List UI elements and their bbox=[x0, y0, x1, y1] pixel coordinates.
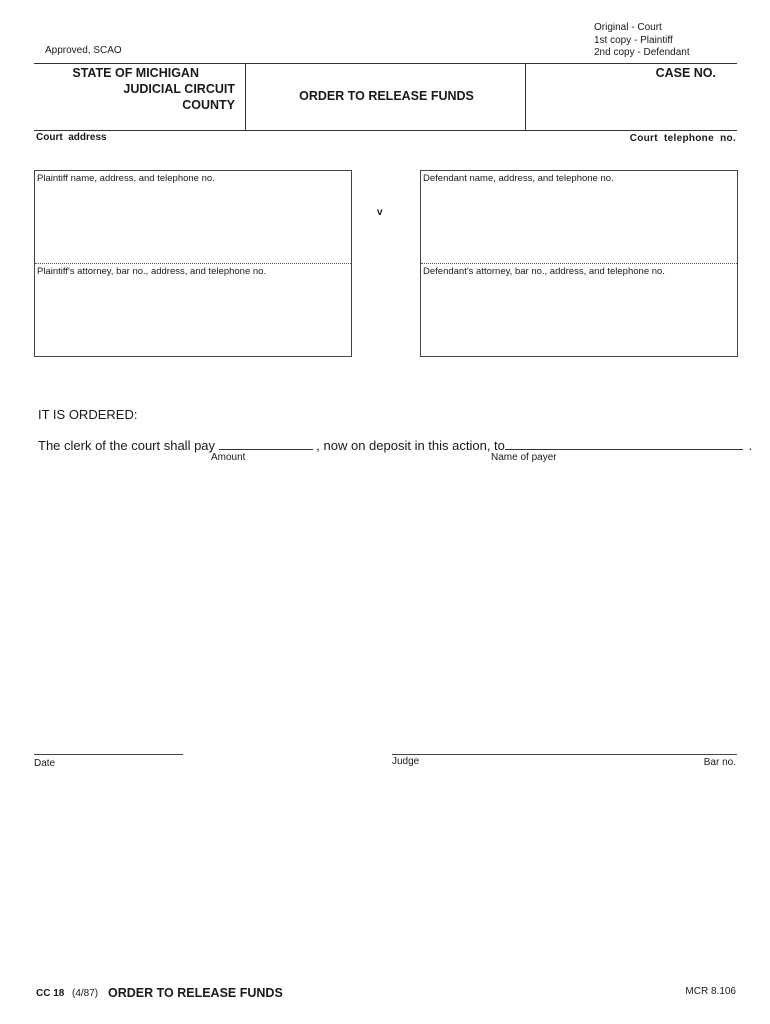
order-heading: IT IS ORDERED: bbox=[38, 407, 138, 422]
judge-signature-field[interactable] bbox=[392, 754, 737, 755]
amount-label: Amount bbox=[211, 452, 246, 463]
copies-distribution bbox=[594, 22, 690, 60]
judicial-circuit-label: JUDICIAL CIRCUIT bbox=[123, 82, 235, 96]
payer-label: Name of payer bbox=[491, 452, 557, 463]
order-text-end: . bbox=[748, 438, 753, 453]
amount-field[interactable] bbox=[219, 438, 313, 450]
plaintiff-divider bbox=[35, 263, 351, 264]
defendant-label: Defendant name, address, and telephone no. bbox=[423, 173, 614, 184]
copy-original: Original - Court bbox=[594, 22, 662, 33]
payer-name-field[interactable] bbox=[505, 438, 743, 450]
state-name: STATE OF MICHIGAN bbox=[72, 66, 199, 80]
approved-label: Approved, SCAO bbox=[45, 45, 122, 56]
county-label: COUNTY bbox=[182, 98, 235, 112]
court-rule-reference: MCR 8.106 bbox=[685, 986, 736, 997]
defendant-divider bbox=[421, 263, 737, 264]
court-jurisdiction-box bbox=[34, 63, 246, 131]
copy-plaintiff: 1st copy - Plaintiff bbox=[594, 34, 673, 46]
court-address-label: Court address bbox=[36, 132, 107, 143]
case-no-label: CASE NO. bbox=[655, 66, 716, 80]
judge-label: Judge bbox=[392, 756, 420, 767]
form-title-box bbox=[245, 63, 526, 131]
case-number-field[interactable] bbox=[525, 63, 737, 131]
date-field[interactable] bbox=[34, 754, 183, 755]
form-code: CC 18 bbox=[36, 988, 65, 999]
form-revision-date: (4/87) bbox=[72, 988, 99, 999]
order-text-part2: , now on deposit in this action, to bbox=[316, 438, 505, 453]
bar-no-label: Bar no. bbox=[703, 757, 736, 768]
plaintiff-box[interactable] bbox=[34, 170, 352, 357]
defendant-attorney-label: Defendant's attorney, bar no., address, and telephone no. bbox=[423, 266, 665, 277]
plaintiff-attorney-label: Plaintiff's attorney, bar no., address, and telephone no. bbox=[37, 266, 267, 277]
order-text-part1: The clerk of the court shall pay bbox=[38, 438, 216, 453]
footer-title: ORDER TO RELEASE FUNDS bbox=[108, 986, 283, 1000]
defendant-box[interactable] bbox=[420, 170, 738, 357]
date-label: Date bbox=[34, 758, 56, 769]
versus-label: v bbox=[377, 207, 383, 218]
court-phone-label: Court telephone no. bbox=[629, 133, 736, 144]
form-title: ORDER TO RELEASE FUNDS bbox=[299, 89, 474, 103]
copy-defendant: 2nd copy - Defendant bbox=[594, 47, 690, 58]
order-text bbox=[38, 438, 752, 453]
plaintiff-label: Plaintiff name, address, and telephone no. bbox=[37, 173, 215, 184]
